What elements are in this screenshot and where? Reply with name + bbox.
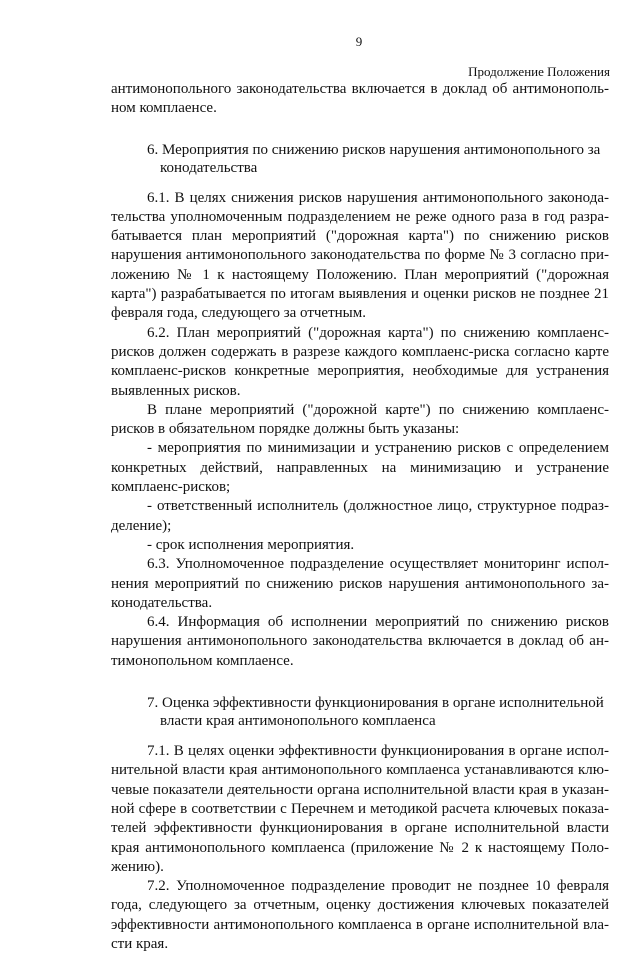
paragraph-6-1: 6.1. В целях снижения рисков нарушения антимонопольного законодательства уполномоченным подразделением не реже одного раза в год разрабатывается план мероприятий ("дорожная карта") по снижению рисков нарушения антимонопольного законодательства по форме № 3 согласно приложению № 1 к настоящему Положению. План мероприятий ("дорожная карта") разрабатывается по итогам выявления и оценки рисков не позднее 21 февраля года, следующего за отчетным. — [111, 189, 609, 322]
document-body — [111, 80, 609, 954]
paragraph-7-2: 7.2. Уполномоченное подразделение проводит не позднее 10 февраля года, следующего за отчетным, оценку достижения ключевых показателей эффективности антимонопольного комплаенса в органе исполнительной власти края. — [111, 878, 609, 952]
list-item-measures: - мероприятия по минимизации и устранению рисков с определением конкретных действий, направленных на минимизацию и устранение комплаенс-рисков; — [111, 440, 609, 496]
list-item-responsible: - ответственный исполнитель (должностное лицо, структурное подразделение); — [111, 498, 609, 534]
list-item-deadline: - срок исполнения мероприятия. — [147, 536, 355, 553]
paragraph-6-4: 6.4. Информация об исполнении мероприятий по снижению рисков нарушения антимонопольного законодательства включается в доклад об антимонопольном комплаенсе. — [111, 614, 609, 669]
running-head: Продолжение Положения — [468, 64, 610, 79]
paragraph-6-3: 6.3. Уполномоченное подразделение осуществляет мониторинг исполнения мероприятий по снижению рисков нарушения антимонопольного законодательства. — [111, 556, 609, 611]
section-7-heading-line-1: 7. Оценка эффективности функционирования в органе исполнительной — [147, 695, 604, 712]
section-7-heading — [111, 694, 609, 730]
section-7-heading-line-2: власти края антимонопольного комплаенса — [160, 713, 436, 730]
section-6-heading-line-1: 6. Мероприятия по снижению рисков нарушения антимонопольного за — [147, 141, 601, 158]
paragraph-7-1: 7.1. В целях оценки эффективности функционирования в органе исполнительной власти края антимонопольного комплаенса устанавливаются ключевые показатели деятельности органа исполнительной власти края в указанной сфере в соответствии с Перечнем и методикой расчета ключевых показателей эффективности функционирования в органе исполнительной власти края антимонопольного комплаенса (приложение № 2 к настоящему Положению). — [111, 743, 609, 875]
paragraph-continuation: антимонопольного законодательства включается в доклад об антимонопольном комплаенсе. — [111, 81, 609, 117]
paragraph-6-2: 6.2. План мероприятий ("дорожная карта") по снижению комплаенс-рисков должен содержать в разрезе каждого комплаенс-риска согласно карте комплаенс-рисков конкретные мероприятия, необходимые для устранения выявленных рисков. — [111, 324, 609, 399]
paragraph-6-2-list-intro: В плане мероприятий ("дорожной карте") по снижению комплаенс-рисков в обязательном порядке должны быть указаны: — [111, 401, 609, 438]
page-number: 9 — [355, 34, 363, 49]
section-6-heading-line-2: конодательства — [160, 159, 258, 176]
section-6-heading — [111, 141, 609, 177]
